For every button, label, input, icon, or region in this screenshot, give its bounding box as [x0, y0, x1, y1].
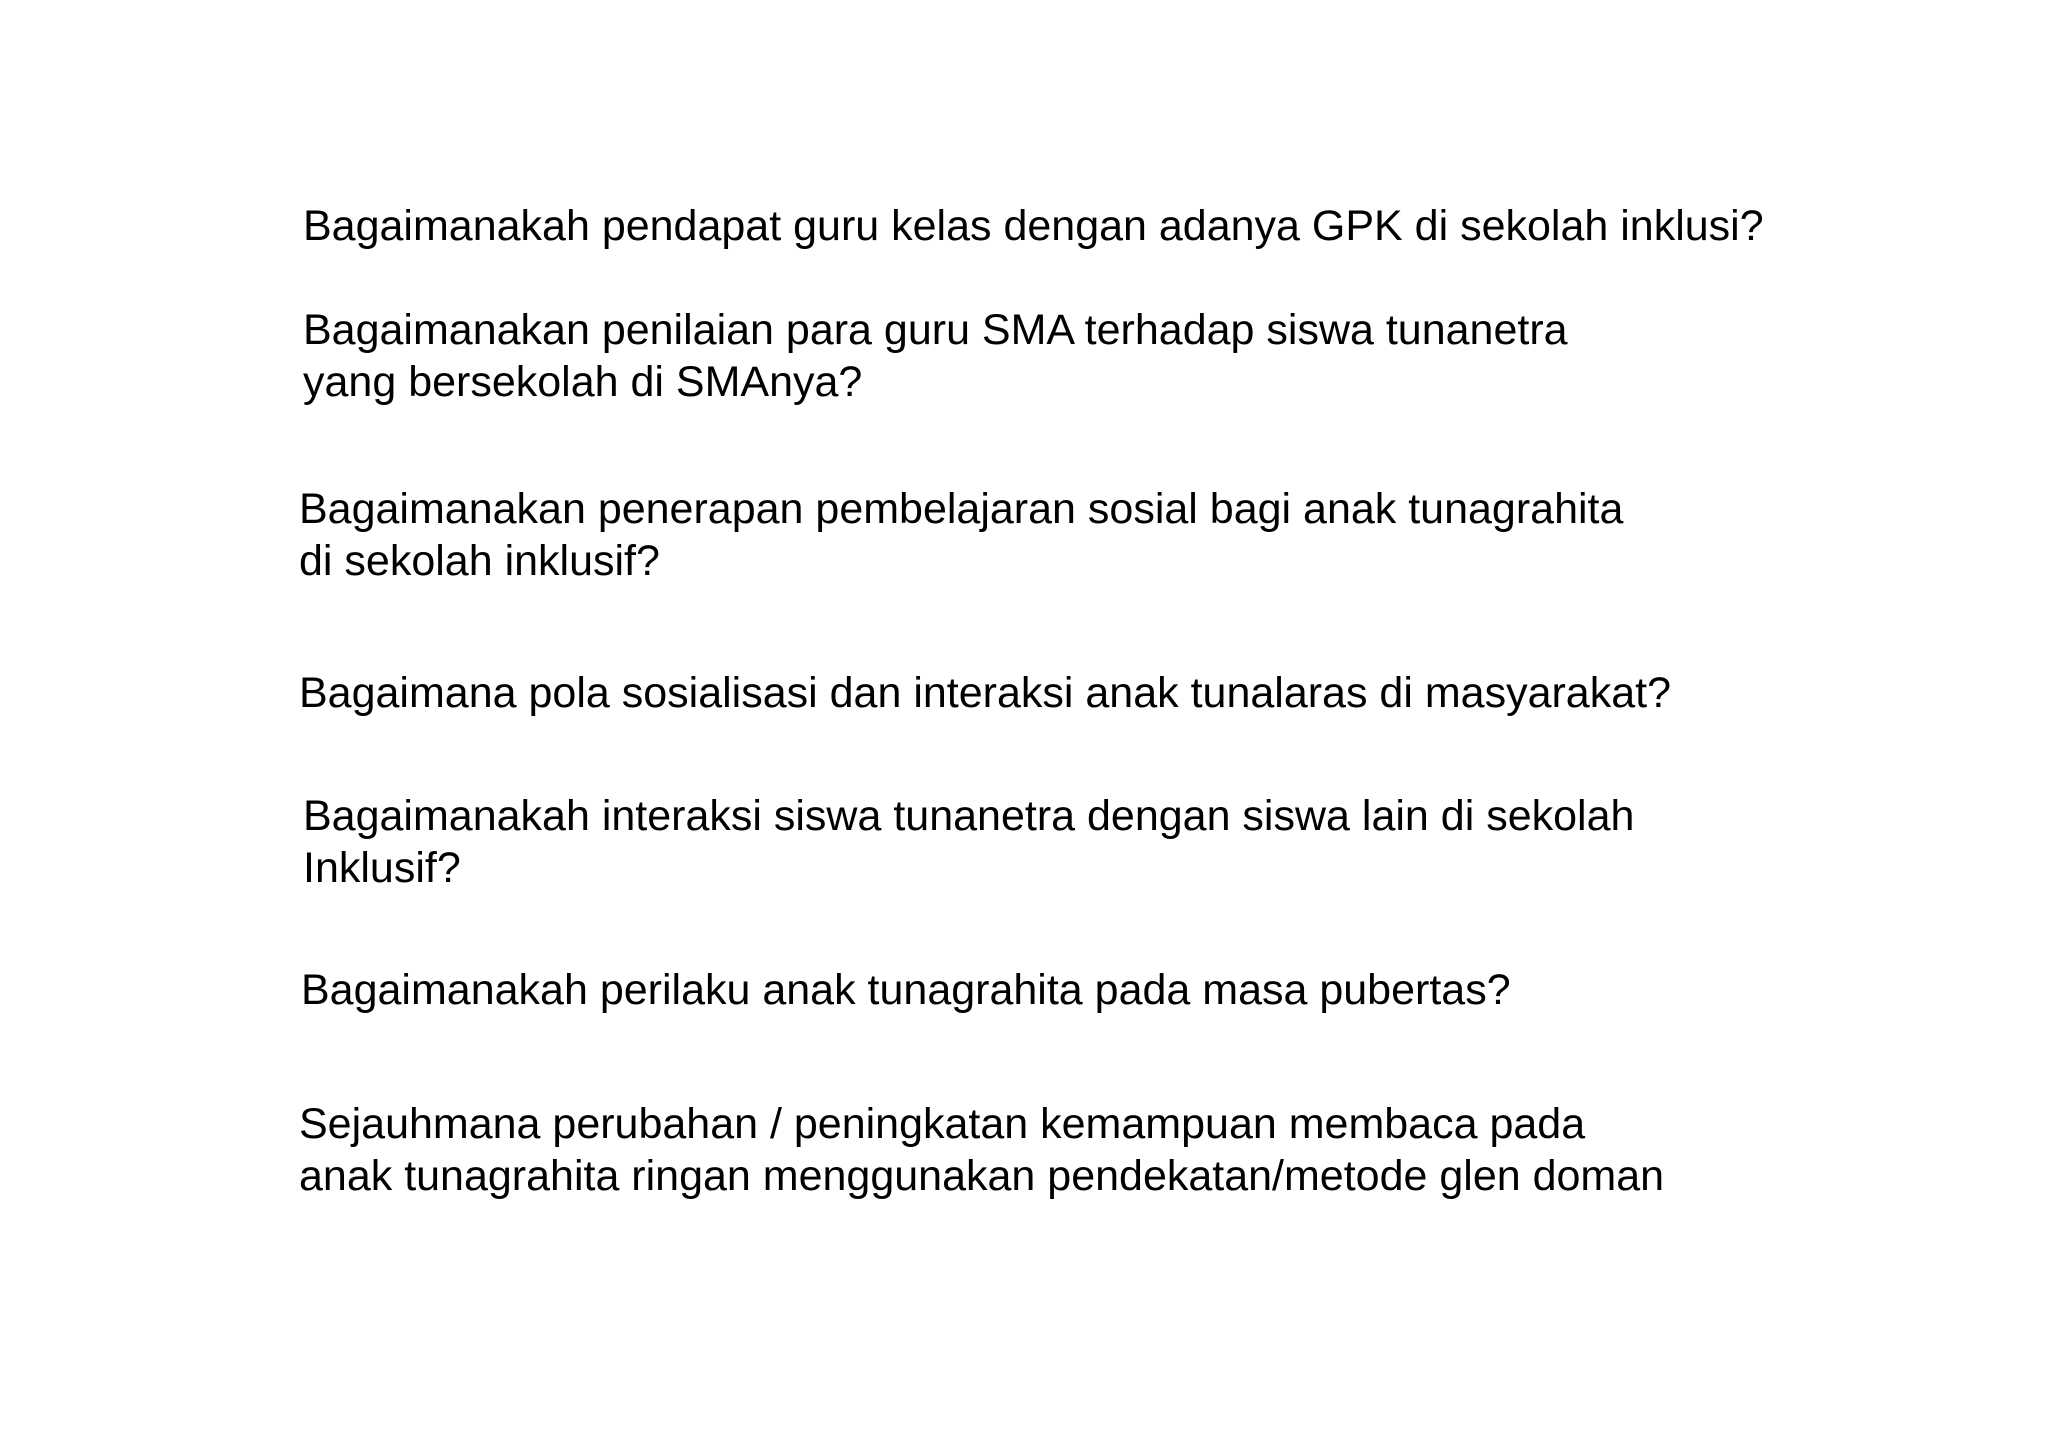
question-4: [299, 667, 1671, 719]
question-3-line-2: di sekolah inklusif?: [299, 537, 660, 585]
question-6: [301, 964, 1511, 1016]
question-7-line-1: Sejauhmana perubahan / peningkatan kemampuan membaca pada: [299, 1100, 1586, 1148]
question-5: [303, 790, 1634, 894]
question-7: [299, 1098, 1664, 1202]
question-1-line-1: Bagaimanakah pendapat guru kelas dengan adanya GPK di sekolah inklusi?: [303, 202, 1764, 250]
question-4-line-1: Bagaimana pola sosialisasi dan interaksi anak tunalaras di masyarakat?: [299, 669, 1671, 717]
question-2-line-2: yang bersekolah di SMAnya?: [303, 358, 863, 406]
question-6-line-1: Bagaimanakah perilaku anak tunagrahita pada masa pubertas?: [301, 966, 1511, 1014]
question-5-line-2: Inklusif?: [303, 844, 461, 892]
question-5-line-1: Bagaimanakah interaksi siswa tunanetra dengan siswa lain di sekolah: [303, 792, 1635, 840]
question-2-line-1: Bagaimanakan penilaian para guru SMA terhadap siswa tunanetra: [303, 306, 1568, 354]
question-7-line-2: anak tunagrahita ringan menggunakan pendekatan/metode glen doman: [299, 1152, 1665, 1200]
question-3-line-1: Bagaimanakan penerapan pembelajaran sosial bagi anak tunagrahita: [299, 485, 1624, 533]
question-2: [303, 304, 1568, 408]
question-3: [299, 483, 1623, 587]
question-1: [303, 200, 1764, 252]
